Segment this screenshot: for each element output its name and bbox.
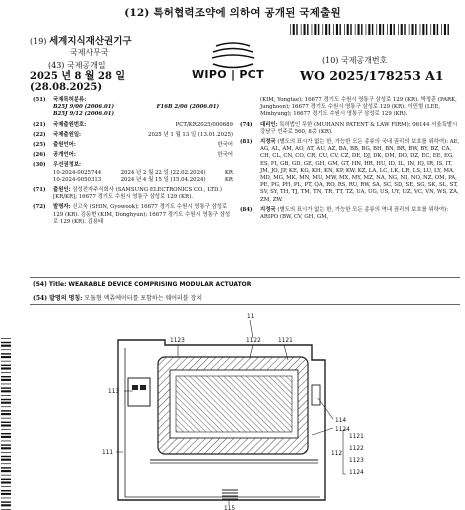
field-code: (30) [33, 162, 46, 169]
right-connector [312, 385, 320, 405]
priority-date: 2024 년 2 월 22 일 (22.02.2024) [120, 169, 206, 176]
field-code: (72) [33, 204, 46, 211]
title-text: WEARABLE DEVICE COMPRISING MODULAR ACTUATOR [68, 281, 252, 288]
label-1124: 1124 [349, 470, 364, 476]
field-value: 한국어 [217, 152, 233, 159]
title-code: (54) 발명의 명칭: [33, 295, 83, 302]
priority-country: KR [224, 176, 233, 183]
field-value: 2025 년 1 월 13 일 (13.01.2025) [148, 131, 233, 138]
label-1121: 1121 [349, 434, 364, 440]
ipc-code: B25J 9/00 (2006.01) [53, 104, 115, 111]
label-112: 112 [331, 451, 343, 457]
field-value: 한국어 [217, 142, 233, 149]
field-code: (22) [33, 131, 46, 138]
label-1122: 1122 [246, 338, 261, 344]
connector-block [128, 378, 150, 406]
field-label: 지정국 [260, 206, 276, 213]
pubno-value: WO 2025/178253 A1 [300, 68, 444, 83]
inventor-text-continued: (KIM, Yongtae); 16677 경기도 수원시 영통구 삼성로 129 (KR). 박정훈 (PARK, Junghoon); 16677 경기도 수원시 영통구 삼성로 129 (KR). 이민형 (LEE, Minhyung); 16677 경기도 수원시 영통구 삼성로 129 (KR). [260, 97, 457, 118]
label-111: 111 [102, 450, 114, 456]
wipo-pct-wordmark: WIPO | PCT [192, 68, 264, 81]
pubdate-value: 2025 년 8 월 28 일 (28.08.2025) [30, 71, 126, 93]
field-code: (84) [240, 206, 253, 213]
label-1122: 1122 [349, 446, 364, 452]
connector-pin [132, 385, 138, 390]
field-label: 우선권정보: [53, 162, 82, 169]
label-114: 114 [335, 418, 347, 424]
inventor-text: 신고욱 (SHIN, Gyowook); 16677 경기도 수원시 영통구 삼성로 129 (KR). 김동현 (KIM, Donghyun); 16677 경기도 수원시 영통구 삼성로 129 (KR). 김용태 [53, 204, 231, 225]
field-code: (74) [240, 121, 253, 128]
field-label: 대리인: [260, 121, 278, 128]
label-1124: 1124 [335, 427, 350, 433]
org-name: 세계지식재산권기구 [48, 36, 132, 47]
label-115: 115 [224, 506, 236, 510]
label-113: 113 [108, 389, 120, 395]
field-label: 국제출원일: [53, 131, 82, 138]
ipc-code: B25J 9/12 (2006.01) [53, 111, 115, 118]
field-label: 출원언어: [53, 142, 76, 149]
field-code: (26) [33, 152, 46, 159]
field-value: PCT/KR2025/000689 [175, 121, 233, 128]
field-label: 공개언어: [53, 152, 76, 159]
applicant-text: 삼성전자주식회사 (SAMSUNG ELECTRONICS CO., LTD.) [KR/KR]; 16677 경기도 수원시 영통구 삼성로 129 (KR). [53, 187, 222, 201]
document-heading: (12) 특허협력조약에 의하여 공개된 국제출원 [124, 7, 341, 19]
org-subname: 국제사무국 [70, 48, 109, 57]
field-code: (25) [33, 142, 46, 149]
field-code: (51) [33, 97, 46, 103]
label-1123: 1123 [349, 458, 364, 464]
regional-states-text: (별도의 표시가 없는 한, 가능한 모든 종류의 역내 권리의 보호를 위하여): ARIPO (BW, CV, GH, GM, [260, 206, 449, 221]
org-code: (19) [30, 37, 47, 46]
connector-pin [140, 385, 146, 390]
label-11: 11 [247, 314, 255, 320]
designated-states-text: (별도의 표시가 없는 한, 가능한 모든 종류의 국내 권리의 보호를 위하여): AE, AG, AL, AM, AO, AT, AU, AZ, BA, BB, BG, BH, BN, BR, BW, BY, BZ, CA, CH, CL, CN, CO, CR, CU, CV, CZ, DE, DJ, DK, DM, DO, DZ, EC, EE, EG, ES, FI, GB, GD, GE, GH, GM, GT, HN, HR, HU, ID, IL, IN, IQ, IR, IS, IT, JM, JO, JP, KE, KG, KH, KN, KP, KW, KZ, LA, LC, LK, LR, LS, LU, LY, MA, MD, MG, MK, MN, MU, MW, MX, MY, MZ, NA, NG, NI, NO, NZ, OM, PA, PE, PG, PH, PL, PT, QA, RO, RS, RU, RW, SA, SC, SD, SE, SG, SK, SL, ST, SV, SY, TH, TJ, TM, TN, TR, TT, TZ, UA, UG, US, UY, UZ, VC, VN, WS, ZA, ZM, ZW. [260, 139, 460, 203]
priority-date: 2024 년 4 월 15 일 (15.04.2024) [120, 176, 206, 183]
priority-number: 10-2024-0025744 [53, 169, 102, 176]
label-1121: 1121 [278, 338, 293, 344]
title-text: 모듈형 액츄에이터를 포함하는 웨어러블 장치 [84, 295, 203, 302]
field-label: 국제특허분류: [53, 97, 87, 103]
label-1123: 1123 [170, 338, 185, 344]
actuator-core-hatch [176, 376, 292, 432]
pubno-label: (10) 국제공개번호 [322, 56, 388, 65]
pubdate-label: 국제공개일 [66, 61, 106, 70]
field-label: 국제출원번호: [53, 121, 87, 128]
field-label: 지정국 [260, 139, 276, 146]
field-code: (81) [240, 139, 253, 146]
priority-country: KR [224, 169, 233, 176]
ipc-code: F16B 2/06 (2006.01) [156, 104, 219, 111]
title-code: (54) Title: [33, 281, 67, 288]
field-label: 출원인: [53, 187, 71, 194]
spring-element [222, 490, 238, 499]
field-code: (71) [33, 187, 46, 194]
agent-text: 특허법인 무한 (MUHANN PATENT & LAW FIRM); 06144 서울특별시 강남구 언주로 560, 8층 (KR). [260, 121, 458, 135]
pubdate-code: (43) [48, 61, 65, 70]
priority-number: 10-2024-0050313 [53, 176, 102, 183]
field-code: (21) [33, 121, 46, 128]
field-label: 발명자: [53, 204, 71, 211]
